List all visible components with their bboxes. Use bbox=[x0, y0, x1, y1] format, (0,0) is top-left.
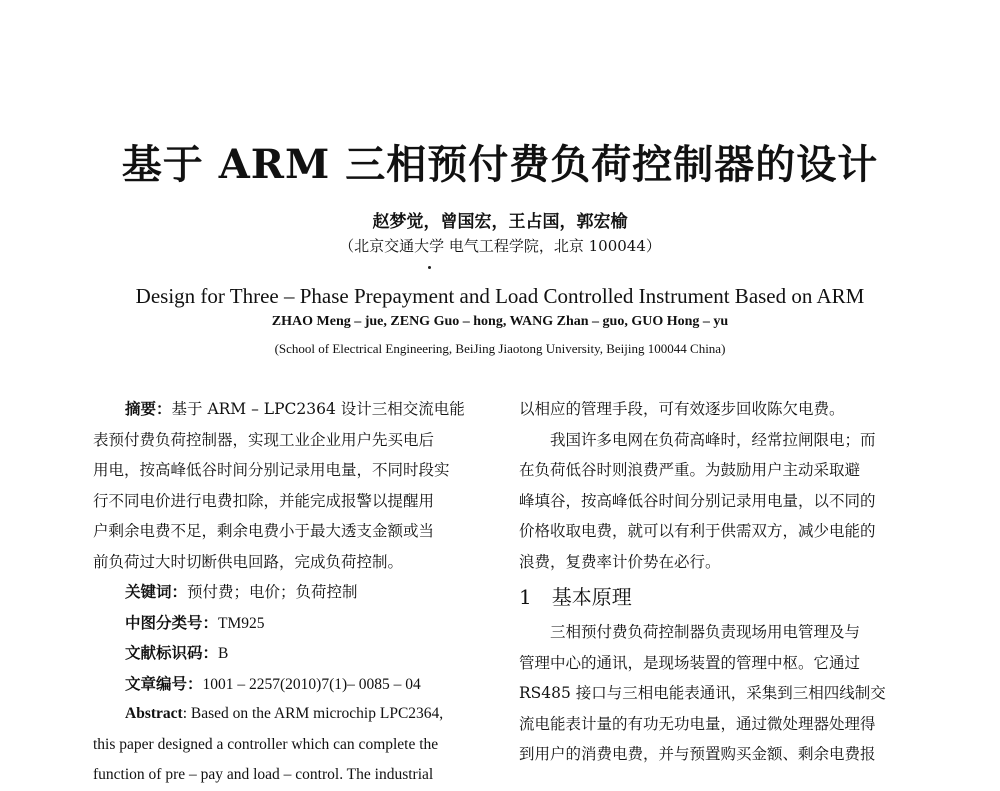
affiliation-chinese: （北京交通大学 电气工程学院，北京 100044） bbox=[339, 237, 661, 255]
clc-line bbox=[93, 608, 483, 639]
body-line: 到用户的消费电费，并与预置购买金额、剩余电费报 bbox=[519, 745, 876, 763]
doc-code-line bbox=[93, 638, 483, 669]
paper-title-english: Design for Three – Phase Prepayment and Load Controlled Instrument Based on ARM bbox=[135, 284, 865, 308]
stray-dot bbox=[428, 266, 431, 269]
abstract-line: 用电，按高峰低谷时间分别记录用电量，不同时段实 bbox=[93, 461, 450, 479]
doc-code-value: B bbox=[218, 645, 229, 662]
body-line: 价格收取电费，就可以有利于供需双方，减少电能的 bbox=[519, 522, 876, 540]
authors-chinese: 赵梦觉，曾国宏，王占国，郭宏榆 bbox=[372, 212, 628, 232]
body-line: 三相预付费负荷控制器负责现场用电管理及与 bbox=[519, 623, 861, 641]
body-line: 管理中心的通讯，是现场装置的管理中枢。它通过 bbox=[519, 653, 861, 672]
abstract-line: 表预付费负荷控制器，实现工业企业用户先买电后 bbox=[93, 430, 435, 449]
abstract-en-line: Abstract: Based on the ARM microchip LPC2364, bbox=[125, 705, 444, 722]
clc-value: TM925 bbox=[218, 614, 265, 632]
doc-code-label: 文献标识码： bbox=[125, 643, 219, 662]
article-no-label: 文章编号： bbox=[125, 673, 203, 693]
right-column bbox=[519, 394, 914, 770]
abstract-line: 前负荷过大时切断供电回路，完成负荷控制。 bbox=[93, 552, 404, 571]
body-line: 我国许多电网在负荷高峰时，经常拉闸限电；而 bbox=[519, 430, 876, 449]
abstract-en-line: this paper designed a controller which can complete the bbox=[93, 735, 439, 753]
keywords-label: 关键词： bbox=[125, 582, 188, 601]
affiliation-english: (School of Electrical Engineering, BeiJing Jiaotong University, Beijing 100044 China) bbox=[274, 341, 726, 356]
body-line: 流电能表计量的有功无功电量，通过微处理器处理得 bbox=[519, 714, 876, 733]
body-line: 峰填谷，按高峰低谷时间分别记录用电量，以不同的 bbox=[519, 491, 876, 510]
keywords-value: 预付费；电价；负荷控制 bbox=[187, 583, 358, 601]
left-column bbox=[93, 394, 483, 791]
abstract-en-line: function of pre – pay and load – control. The industrial bbox=[93, 766, 434, 783]
authors-english: ZHAO Meng – jue, ZENG Guo – hong, WANG Zhan – guo, GUO Hong – yu bbox=[271, 314, 729, 329]
article-no-line bbox=[93, 669, 483, 700]
body-line: 浪费，复费率计价势在必行。 bbox=[519, 552, 721, 571]
abstract-label: 摘要： bbox=[125, 399, 172, 418]
abstract-en-label: Abstract bbox=[125, 705, 183, 722]
clc-label: 中图分类号： bbox=[125, 612, 219, 632]
body-line: 以相应的管理手段，可有效逐步回收陈欠电费。 bbox=[519, 400, 845, 418]
article-no-value: 1001 – 2257(2010)7(1)– 0085 – 04 bbox=[202, 675, 421, 693]
body-line: RS485 接口与三相电能表通讯，采集到三相四线制交 bbox=[519, 684, 886, 702]
abstract-line: 行不同电价进行电费扣除，并能完成报警以提醒用 bbox=[93, 491, 435, 510]
body-line: 在负荷低谷时则浪费严重。为鼓励用户主动采取避 bbox=[519, 461, 861, 479]
keywords-line bbox=[93, 577, 483, 608]
abstract-line: 户剩余电费不足，剩余电费小于最大透支金额或当 bbox=[93, 522, 435, 540]
abstract-line: 摘要：基于 ARM – LPC2364 设计三相交流电能 bbox=[125, 399, 465, 418]
section-heading: 1 基本原理 bbox=[519, 585, 632, 609]
paper-title: 基于 ARM 三相预付费负荷控制器的设计 bbox=[121, 141, 879, 188]
